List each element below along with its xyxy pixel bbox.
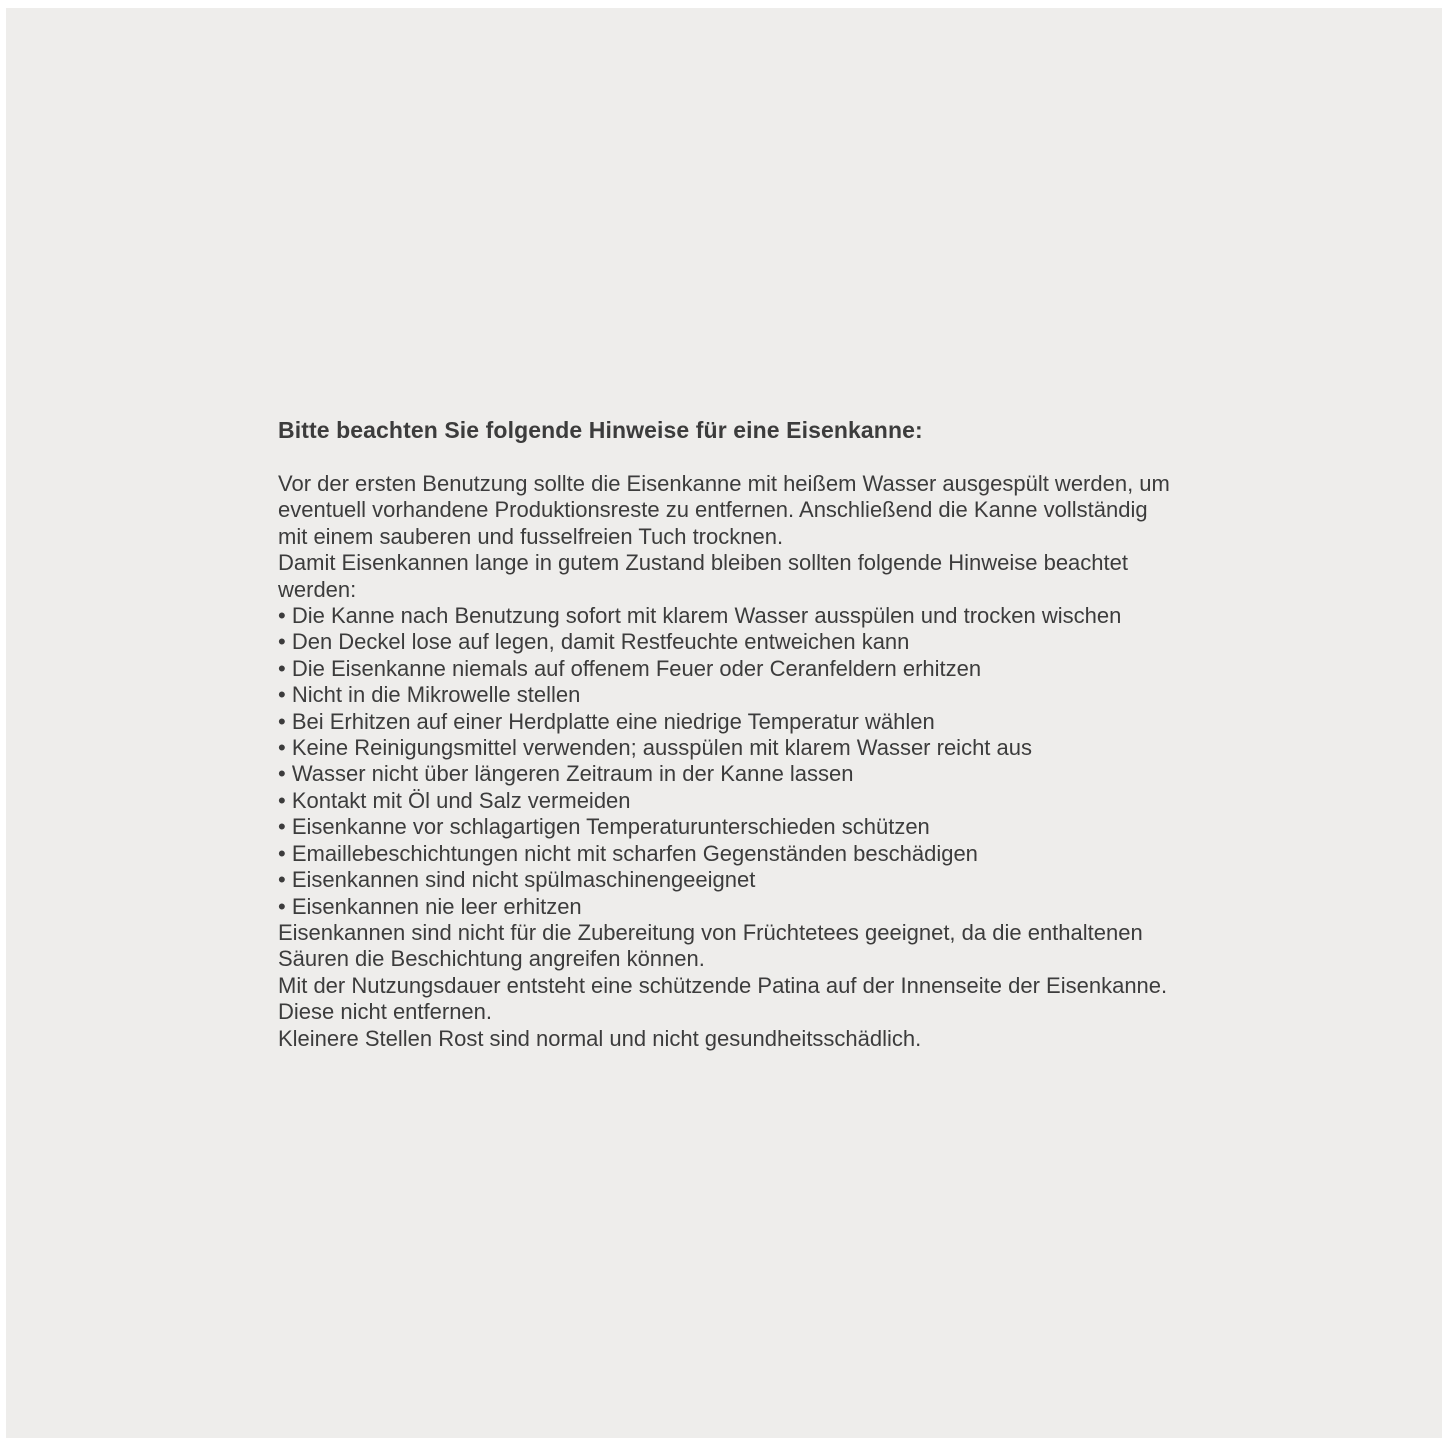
care-intro-paragraph: Damit Eisenkannen lange in gutem Zustand bleiben sollten folgende Hinweise beachtet werden:	[278, 550, 1128, 602]
care-outro-paragraph: Kleinere Stellen Rost sind normal und nicht gesundheitsschädlich.	[278, 1025, 922, 1051]
care-bullet-item: • Wasser nicht über längeren Zeitraum in der Kanne lassen	[278, 761, 854, 787]
care-bullet-item: • Die Eisenkanne niemals auf offenem Feuer oder Ceranfeldern erhitzen	[278, 655, 982, 681]
product-care-panel	[6, 8, 1442, 1438]
care-bullet-item: • Eisenkannen nie leer erhitzen	[278, 893, 582, 919]
care-outro-paragraph: Eisenkannen sind nicht für die Zubereitung von Früchtetees geeignet, da die enthaltenen Säuren die Beschichtung angreifen können.	[278, 919, 1143, 972]
care-bullet-item: • Kontakt mit Öl und Salz vermeiden	[278, 787, 631, 813]
care-bullet-item: • Eisenkannen sind nicht spülmaschinengeeignet	[278, 867, 756, 893]
care-bullet-item: • Die Kanne nach Benutzung sofort mit klarem Wasser ausspülen und trocken wischen	[278, 603, 1122, 629]
care-text-block	[278, 417, 1172, 1052]
care-intro-paragraph: Vor der ersten Benutzung sollte die Eisenkanne mit heißem Wasser ausgespült werden, um eventuell vorhandene Produktionsreste zu entfernen. Anschließend die Kanne vollständig mit einem sauberen und fusselfreien Tuch trocknen.	[278, 471, 1170, 549]
care-bullet-item: • Eisenkanne vor schlagartigen Temperaturunterschieden schützen	[278, 814, 930, 840]
care-bullet-item: • Emaillebeschichtungen nicht mit scharfen Gegenständen beschädigen	[278, 840, 978, 866]
care-body	[278, 471, 1172, 1052]
care-bullet-item: • Nicht in die Mikrowelle stellen	[278, 682, 581, 708]
care-bullet-item: • Bei Erhitzen auf einer Herdplatte eine niedrige Temperatur wählen	[278, 708, 935, 734]
care-bullet-item: • Den Deckel lose auf legen, damit Restfeuchte entweichen kann	[278, 629, 910, 655]
care-bullet-item: • Keine Reinigungsmittel verwenden; ausspülen mit klarem Wasser reicht aus	[278, 735, 1033, 761]
care-outro-paragraph: Mit der Nutzungsdauer entsteht eine schützende Patina auf der Innenseite der Eisenkanne. Diese nicht entfernen.	[278, 972, 1168, 1025]
care-heading: Bitte beachten Sie folgende Hinweise für eine Eisenkanne:	[278, 417, 923, 443]
